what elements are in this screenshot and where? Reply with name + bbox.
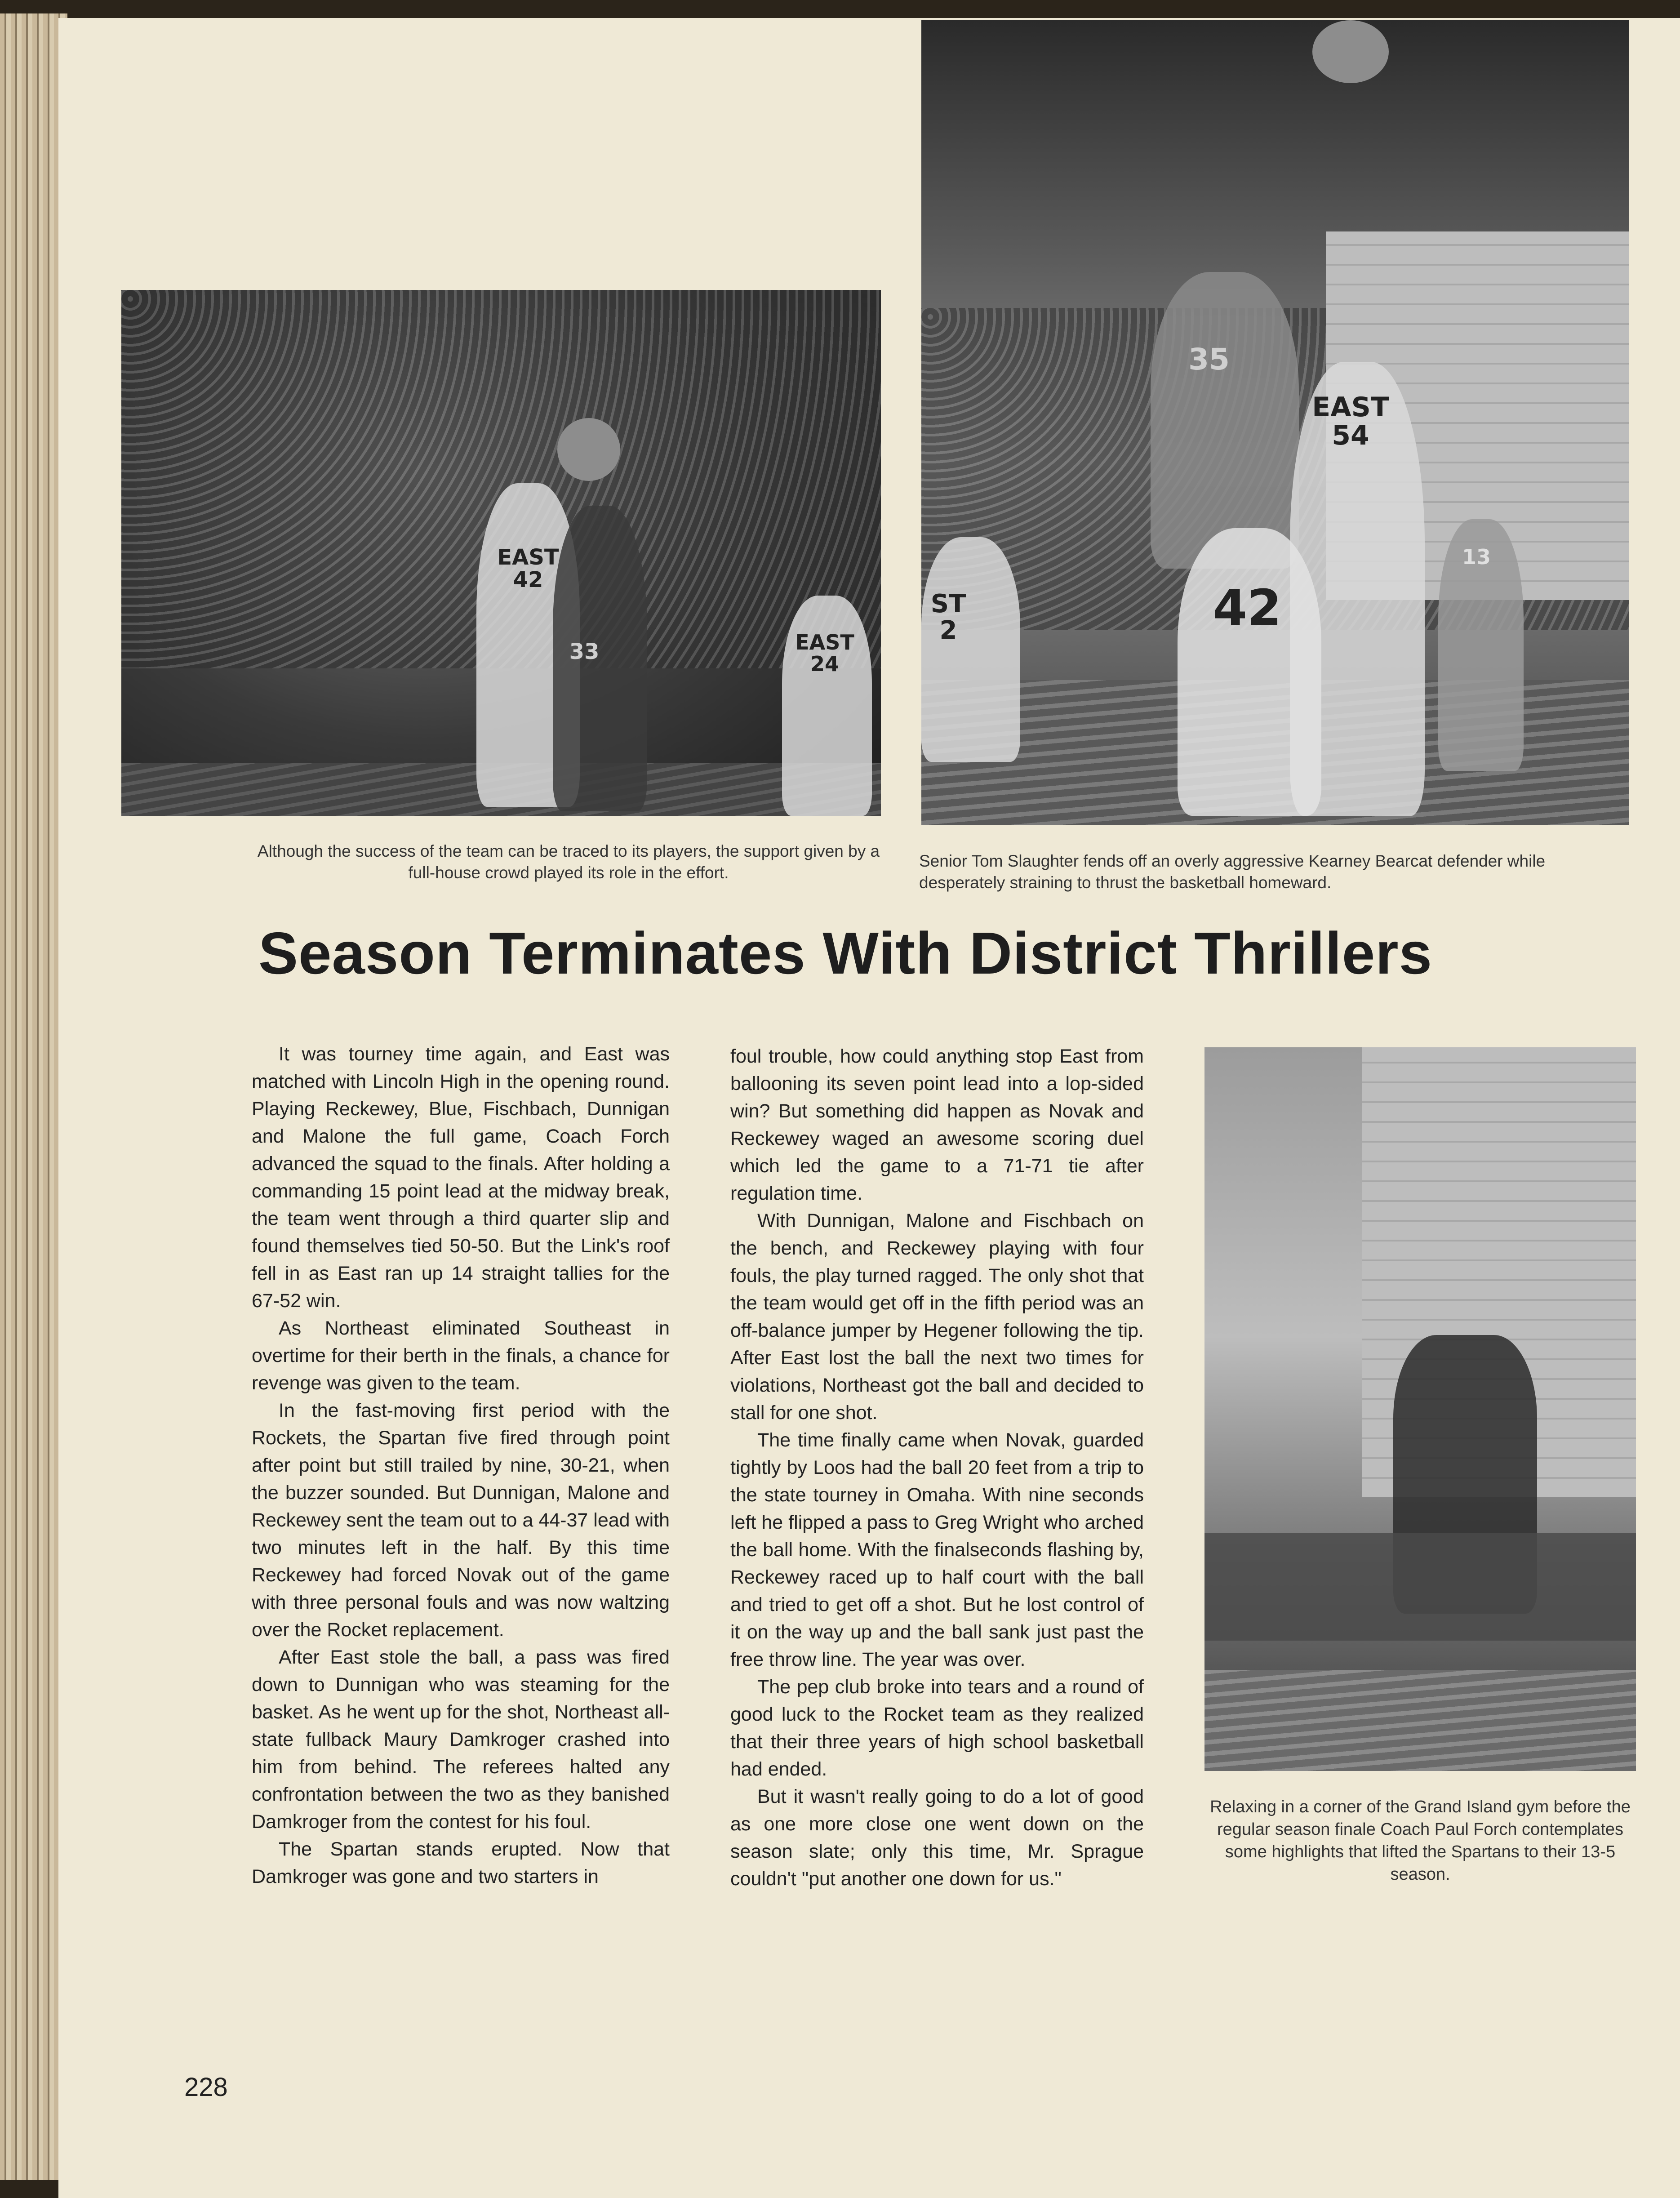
basketball [1312, 20, 1389, 83]
paragraph: foul trouble, how could anything stop East from ballooning its seven point lead into a lop-sided win? But something did happen as Novak and Reckewey waged an awesome scoring duel which led the game to a 71-71 tie after regulation time. [730, 1046, 1144, 1204]
paragraph: With Dunnigan, Malone and Fischbach on the bench, and Reckewey playing with four fouls, the play turned ragged. The only shot that the team would get off in the fifth period was an off-balance jumper by Hegener following the tip. After East lost the ball the next two times for violations, Northeast got the ball and decided to stall for one shot. [730, 1210, 1144, 1424]
crowd-photo [121, 290, 881, 816]
jersey-label: 33 [569, 639, 600, 664]
player-35 [1151, 272, 1299, 569]
jersey-label: 42 [1213, 579, 1282, 636]
paragraph: The time finally came when Novak, guarded tightly by Loos had the ball 20 feet from a trip to the state tourney in Omaha. With nine seconds left he flipped a pass to Greg Wright who arched the ball home. With the finalseconds flashing by, Reckewey raced up to half court with the ball and tried to get off a shot. But he lost control of it on the way up and the ball sank just past the free throw line. The year was over. [730, 1429, 1144, 1670]
jersey-label: ST 2 [930, 589, 966, 645]
paragraph: The Spartan stands erupted. Now that Damkroger was gone and two starters in [252, 1838, 670, 1887]
article-headline: Season Terminates With District Thrillers [258, 920, 1433, 986]
paragraph: The pep club broke into tears and a round of good luck to the Rocket team as they realized that their three years of high school basketball had ended. [730, 1676, 1144, 1780]
player-24 [782, 596, 872, 816]
paragraph: After East stole the ball, a pass was fired down to Dunnigan who was steaming for the basket. As he went up for the shot, Northeast all-state fullback Maury Damkroger crashed into him from behind. The referees halted any confrontation between the two as they banished Damkroger from the contest for his foul. [252, 1646, 670, 1833]
coach-photo-caption: Relaxing in a corner of the Grand Island gym before the regular season finale Coach Paul Forch contemplates some highlights that lifted the Spartans to their 13-5 season. [1210, 1798, 1631, 1884]
book-spine-edge [0, 13, 67, 2180]
paragraph: As Northeast eliminated Southeast in overtime for their berth in the finals, a chance for revenge was given to the team. [252, 1317, 670, 1394]
jersey-label: 13 [1462, 545, 1491, 569]
rebound-photo [921, 20, 1629, 825]
jersey-label: EAST 24 [795, 630, 854, 676]
player-42 [1178, 528, 1321, 816]
article-column-left [252, 1041, 670, 1891]
basketball [557, 418, 620, 481]
bench [1204, 1533, 1636, 1641]
crowd-photo-caption: Although the success of the team can be traced to its players, the support given by a full-house crowd played its role in the effort. [257, 842, 880, 882]
article-column-middle [730, 1043, 1144, 1893]
page-number: 228 [184, 2073, 228, 2102]
jersey-label: EAST 42 [497, 545, 559, 593]
jersey-label: 35 [1188, 342, 1230, 377]
paragraph: In the fast-moving first period with the Rockets, the Spartan five fired through point after point but still trailed by nine, 30-21, when the buzzer sounded. But Dunnigan, Malone and Reckewey sent the team out to a 44-37 lead with two minutes left in the half. By this time Reckewey had forced Novak out of the game with three personal fouls and was now waltzing over the Rocket replacement. [252, 1400, 670, 1641]
paragraph: It was tourney time again, and East was matched with Lincoln High in the opening round. Playing Reckewey, Blue, Fischbach, Dunnigan and Malone the full game, Coach Forch advanced the squad to the finals. After holding a commanding 15 point lead at the midway break, the team went through a third quarter slip and found themselves tied 50-50. But the Link's roof fell in as East ran up 14 straight tallies for the 67-52 win. [252, 1043, 670, 1312]
player-2 [921, 537, 1020, 762]
coach-photo [1204, 1047, 1636, 1771]
jersey-label: EAST 54 [1312, 392, 1389, 451]
paragraph: But it wasn't really going to do a lot of good as one more close one went down on the season slate; only this time, Mr. Sprague couldn't "put another one down for us." [730, 1786, 1144, 1890]
rebound-photo-caption: Senior Tom Slaughter fends off an overly aggressive Kearney Bearcat defender while desperately straining to thrust the basketball homeward. [919, 852, 1546, 892]
